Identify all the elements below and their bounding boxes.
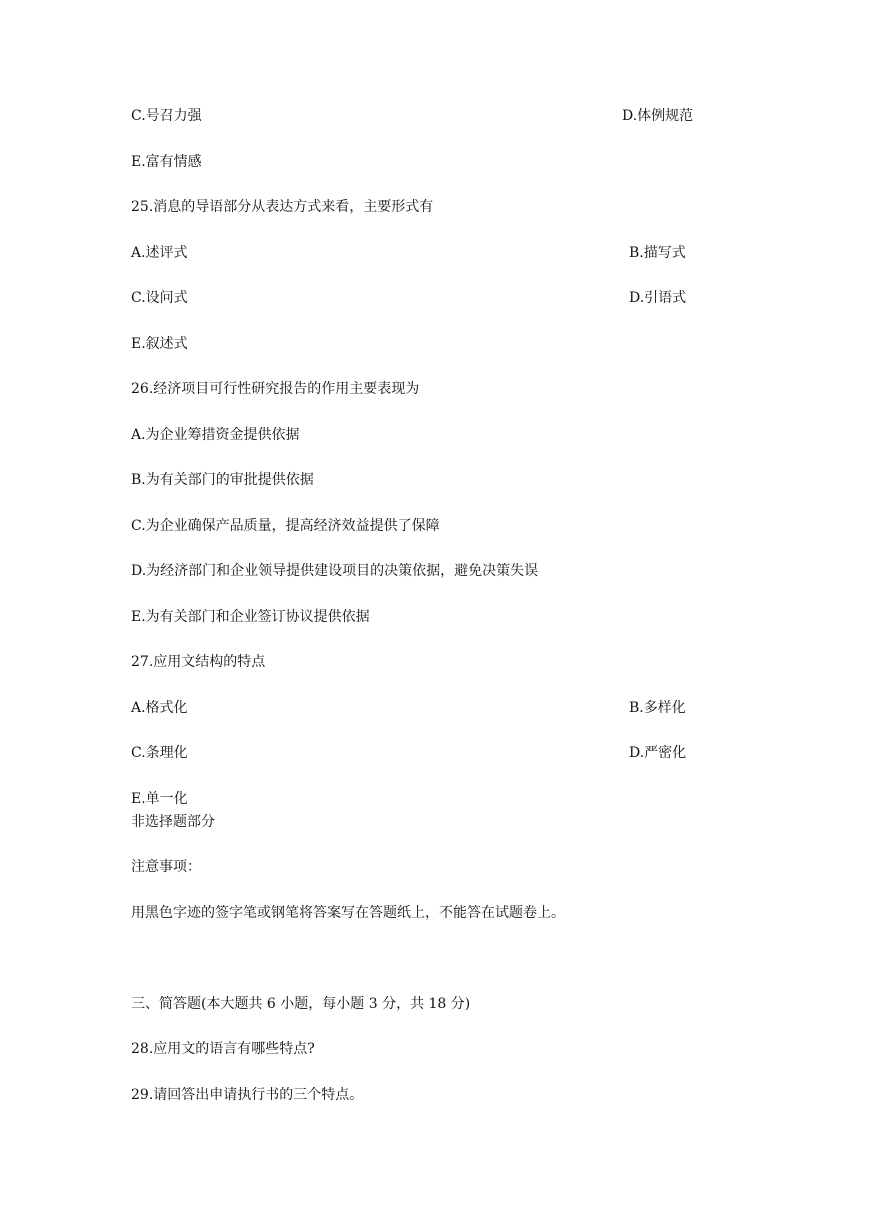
section-title-short-answer: 三、简答题(本大题共 6 小题，每小题 3 分，共 18 分) [131,996,471,1012]
q26-option-e: E.为有关部门和企业签订协议提供依据 [131,609,370,625]
q26-option-b: B.为有关部门的审批提供依据 [131,472,314,488]
q26-option-c: C.为企业确保产品质量，提高经济效益提供了保障 [131,518,440,534]
notice-text: 用黑色字迹的签字笔或钢笔将答案写在答题纸上，不能答在试题卷上。 [131,905,565,921]
q25-option-a: A.述评式 [131,245,188,261]
q27-option-b: B.多样化 [629,700,686,716]
q25-option-d: D.引语式 [629,290,687,306]
q27-option-e: E.单一化 [131,791,188,807]
q27-option-a: A.格式化 [131,700,188,716]
question-25: 25.消息的导语部分从表达方式来看，主要形式有 [131,199,434,215]
q25-option-e: E.叙述式 [131,336,188,352]
question-28: 28.应用文的语言有哪些特点? [131,1041,315,1057]
q27-option-d: D.严密化 [629,745,687,761]
option-c-prev: C.号召力强 [131,108,202,124]
q26-option-d: D.为经济部门和企业领导提供建设项目的决策依据，避免决策失误 [131,563,539,579]
notice-title: 注意事项： [131,859,201,875]
q27-option-c: C.条理化 [131,745,188,761]
question-29: 29.请回答出申请执行书的三个特点。 [131,1087,364,1103]
question-27: 27.应用文结构的特点 [131,654,266,670]
q26-option-a: A.为企业筹措资金提供依据 [131,427,300,443]
section-title-nonchoice: 非选择题部分 [131,814,215,830]
option-d-prev: D.体例规范 [622,108,694,124]
option-e-prev: E.富有情感 [131,154,202,170]
q25-option-b: B.描写式 [629,245,686,261]
q25-option-c: C.设问式 [131,290,188,306]
question-26: 26.经济项目可行性研究报告的作用主要表现为 [131,381,420,397]
